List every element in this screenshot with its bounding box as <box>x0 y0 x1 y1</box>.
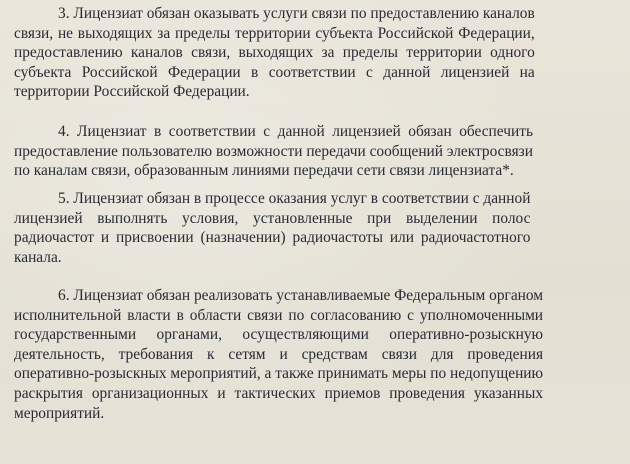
text-line: канала. <box>14 248 62 266</box>
text-line: связи, не выходящих за пределы территории субъекта Российской Федерации, <box>14 24 535 42</box>
paragraph-6 <box>14 286 543 423</box>
text-line: государственными органами, осуществляющими оперативно-розыскную <box>14 326 544 344</box>
paragraph-4 <box>14 122 533 181</box>
text-line: 3. Лицензиат обязан оказывать услуги связи по предоставлению каналов <box>58 5 535 22</box>
text-line: территории Российской Федерации. <box>14 83 250 101</box>
text-line: 4. Лицензиат в соответствии с данной лицензией обязан обеспечить <box>58 123 533 140</box>
text-line: радиочастот и присвоении (назначении) радиочастоты или радиочастотного <box>14 229 531 247</box>
paragraph-5 <box>14 189 530 267</box>
paragraph-3 <box>14 4 535 102</box>
text-line: оперативно-розыскных мероприятий, а также принимать меры по недопущению <box>14 365 544 383</box>
text-line: субъекта Российской Федерации в соответствии с данной лицензией на <box>14 63 535 81</box>
text-line: 6. Лицензиат обязан реализовать устанавливаемые Федеральным органом <box>58 287 544 304</box>
text-line: исполнительной власти в области связи по согласованию с уполномоченными <box>14 306 544 324</box>
text-line: деятельность, требования к сетям и средствам связи для проведения <box>14 345 544 363</box>
text-line: по каналам связи, образованным линиями передачи сети связи лицензиата*. <box>14 162 514 180</box>
text-line: 5. Лицензиат обязан в процессе оказания услуг в соответствии с данной <box>58 190 531 207</box>
text-line: предоставлению каналов связи, выходящих за пределы территории одного <box>14 44 535 62</box>
text-line: мероприятий. <box>14 404 105 422</box>
text-line: лицензией выполнять условия, установленные при выделении полос <box>14 209 531 227</box>
text-line: раскрытия организационных и тактических приемов проведения указанных <box>14 384 544 402</box>
text-line: предоставление пользователю возможности передачи сообщений электросвязи <box>14 142 533 160</box>
